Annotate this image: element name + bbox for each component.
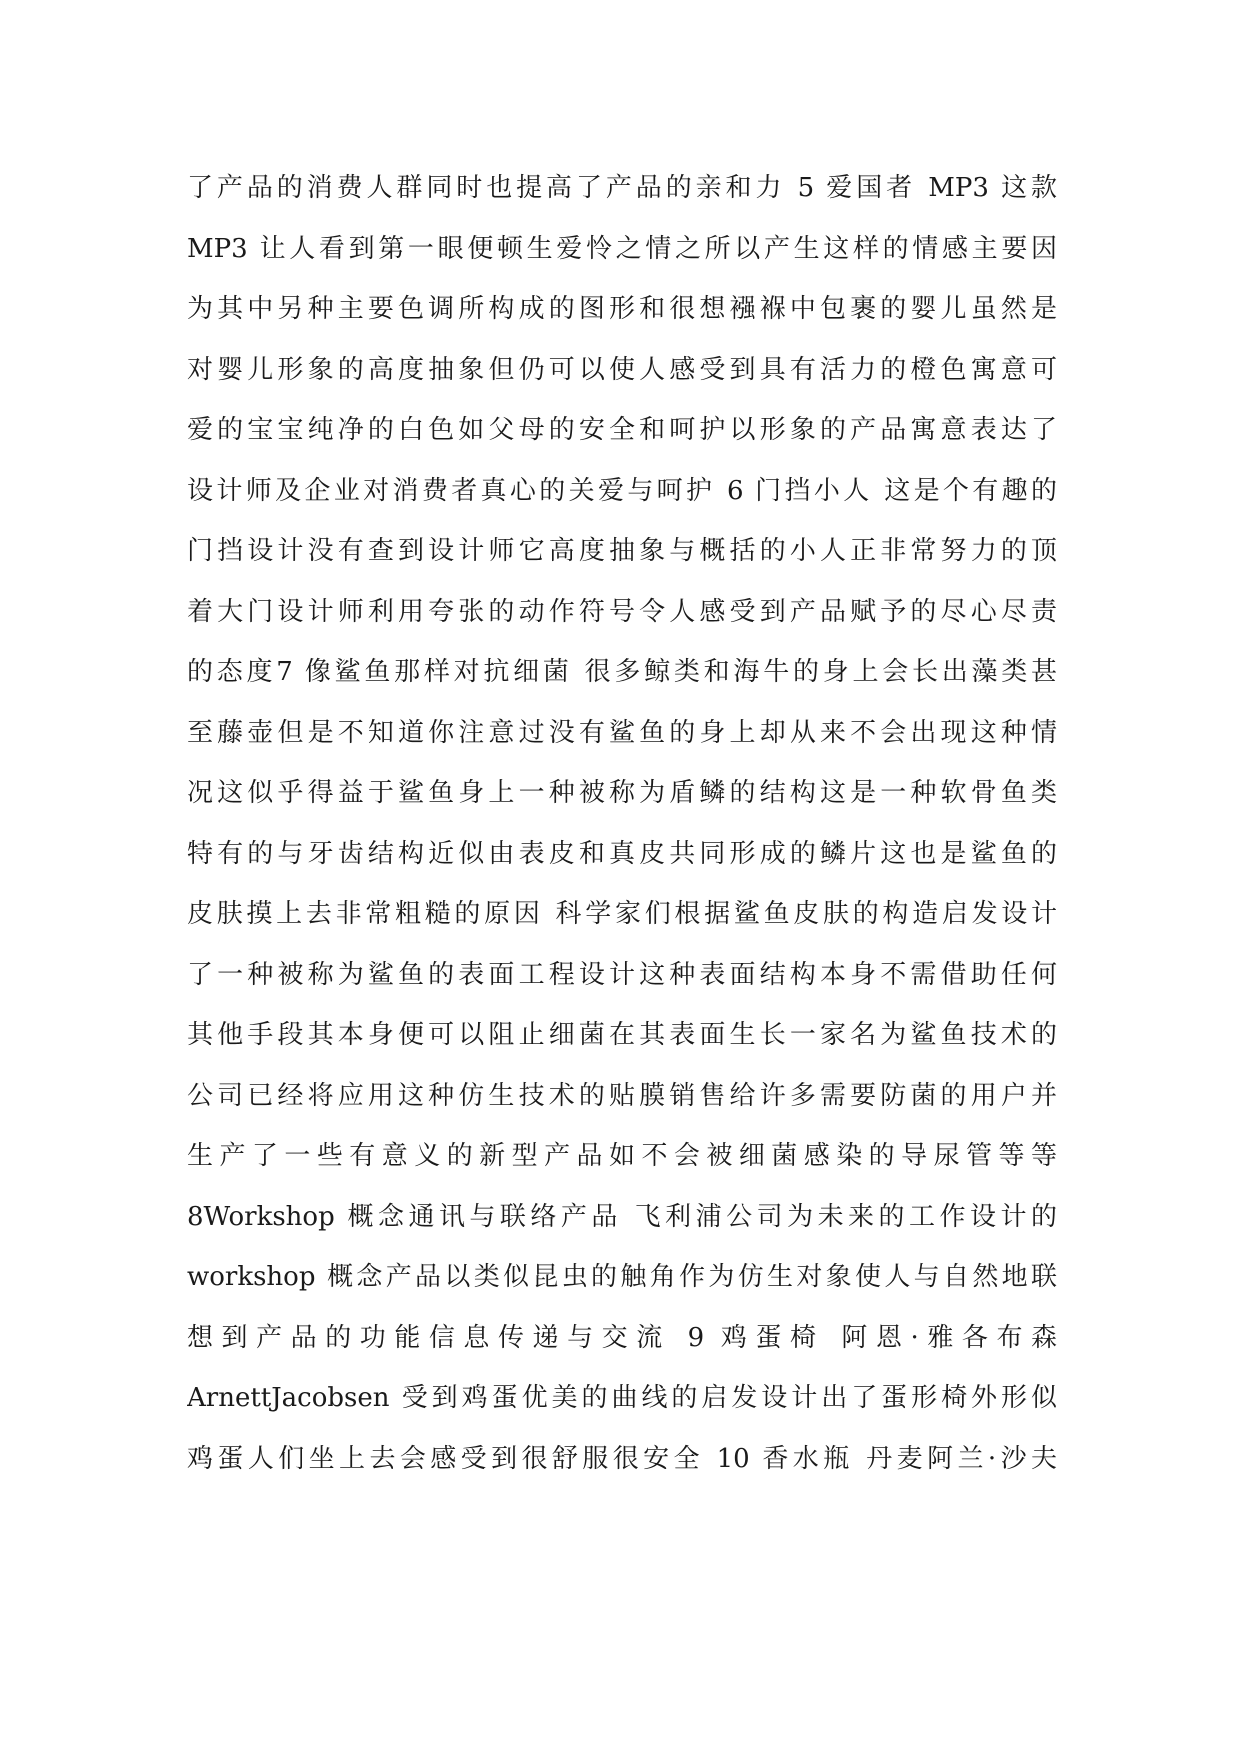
text-line: 鸡蛋人们坐上去会感受到很舒服很安全 10 香水瓶 丹麦阿兰·沙夫 bbox=[187, 1443, 1057, 1474]
text-line: 着大门设计师利用夸张的动作符号令人感受到产品赋予的尽心尽责 bbox=[187, 596, 1057, 627]
text-line: 设计师及企业对消费者真心的关爱与呵护 6 门挡小人 这是个有趣的 bbox=[187, 475, 1057, 506]
text-line: 想到产品的功能信息传递与交流 9 鸡蛋椅 阿恩·雅各布森 bbox=[187, 1322, 1057, 1353]
text-line: workshop 概念产品以类似昆虫的触角作为仿生对象使人与自然地联 bbox=[187, 1262, 1057, 1292]
text-line: 其他手段其本身便可以阻止细菌在其表面生长一家名为鲨鱼技术的 bbox=[187, 1020, 1057, 1050]
text-line: MP3 让人看到第一眼便顿生爱怜之情之所以产生这样的情感主要因 bbox=[187, 233, 1057, 264]
text-line: 特有的与牙齿结构近似由表皮和真皮共同形成的鳞片这也是鲨鱼的 bbox=[187, 838, 1057, 869]
text-line: 门挡设计没有查到设计师它高度抽象与概括的小人正非常努力的顶 bbox=[187, 536, 1057, 566]
text-line: ArnettJacobsen 受到鸡蛋优美的曲线的启发设计出了蛋形椅外形似 bbox=[187, 1383, 1057, 1413]
text-line: 皮肤摸上去非常粗糙的原因 科学家们根据鲨鱼皮肤的构造启发设计 bbox=[187, 899, 1057, 929]
text-line: 况这似乎得益于鲨鱼身上一种被称为盾鳞的结构这是一种软骨鱼类 bbox=[187, 778, 1057, 808]
text-line: 为其中另种主要色调所构成的图形和很想襁褓中包裹的婴儿虽然是 bbox=[187, 294, 1057, 324]
text-line: 了一种被称为鲨鱼的表面工程设计这种表面结构本身不需借助任何 bbox=[187, 959, 1057, 990]
text-line: 爱的宝宝纯净的白色如父母的安全和呵护以形象的产品寓意表达了 bbox=[187, 415, 1057, 445]
text-line: 至藤壶但是不知道你注意过没有鲨鱼的身上却从来不会出现这种情 bbox=[187, 717, 1057, 748]
text-line: 8Workshop 概念通讯与联络产品 飞利浦公司为未来的工作设计的 bbox=[187, 1201, 1057, 1232]
text-line: 公司已经将应用这种仿生技术的贴膜销售给许多需要防菌的用户并 bbox=[187, 1080, 1057, 1111]
text-line: 了产品的消费人群同时也提高了产品的亲和力 5 爱国者 MP3 这款 bbox=[187, 173, 1057, 203]
text-line: 生产了一些有意义的新型产品如不会被细菌感染的导尿管等等 bbox=[187, 1141, 1057, 1171]
text-line: 对婴儿形象的高度抽象但仍可以使人感受到具有活力的橙色寓意可 bbox=[187, 354, 1057, 385]
text-line: 的态度7 像鲨鱼那样对抗细菌 很多鲸类和海牛的身上会长出藻类甚 bbox=[187, 657, 1057, 687]
body-text bbox=[187, 158, 1057, 1489]
